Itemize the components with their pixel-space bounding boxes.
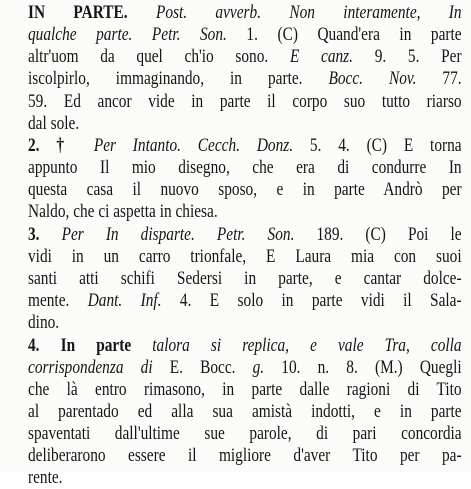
text-line: corrispondenza di E. Bocc. g. 10. n. 8. (M.) Quegli xyxy=(28,357,462,378)
text-line: dal sole. xyxy=(28,113,80,134)
text-line: 2. † Per Intanto. Cecch. Donz. 5. 4. (C) E torna xyxy=(28,135,462,156)
text-line: rente. xyxy=(28,467,63,488)
text-line: al parentado ed alla sua amistà indotti, e in parte xyxy=(28,401,462,422)
text-line: dino. xyxy=(28,312,60,333)
text-line: vidi in un carro trionfale, E Laura mia con suoi xyxy=(28,246,462,267)
headword: IN PARTE. xyxy=(28,2,128,23)
text-line: Naldo, che ci aspetta in chiesa. xyxy=(28,201,218,222)
text-line: santi atti schifi Sedersi in parte, e cantar dolce- xyxy=(28,268,462,289)
sense-number: 4. In parte xyxy=(28,335,153,356)
sense-number: 3. xyxy=(28,224,62,245)
text-line: 3. Per In disparte. Petr. Son. 189. (C) Poi le xyxy=(28,224,462,245)
text-line: questa casa il nuovo sposo, e in parte Andrò per xyxy=(28,179,462,200)
text-line: 4. In parte talora si replica, e vale Tra, colla xyxy=(28,335,462,356)
text-line: che là entro rimasono, in parte dalle ragioni di Tito xyxy=(28,379,462,400)
text-line: iscolpirlo, immaginando, in parte. Bocc. Nov. 77. xyxy=(28,68,462,89)
text-line: qualche parte. Petr. Son. 1. (C) Quand'era in parte xyxy=(28,24,462,45)
text-line: spaventati dall'ultime sue parole, di pari concordia xyxy=(28,423,462,444)
text-line: deliberarono essere il migliore d'aver Tito per pa- xyxy=(28,445,462,466)
sense-number: 2. † xyxy=(28,135,94,156)
text-line: mente. Dant. Inf. 4. E solo in parte vidi il Sala- xyxy=(28,290,462,311)
text-line: altr'uom da quel ch'io sono. E canz. 9. 5. Per xyxy=(28,46,462,67)
text-line: IN PARTE. Post. avverb. Non interamente, In xyxy=(28,2,462,23)
text-line: appunto Il mio disegno, che era di condurre In xyxy=(28,157,462,178)
text-line: 59. Ed ancor vide in parte il corpo suo tutto riarso xyxy=(28,91,462,112)
